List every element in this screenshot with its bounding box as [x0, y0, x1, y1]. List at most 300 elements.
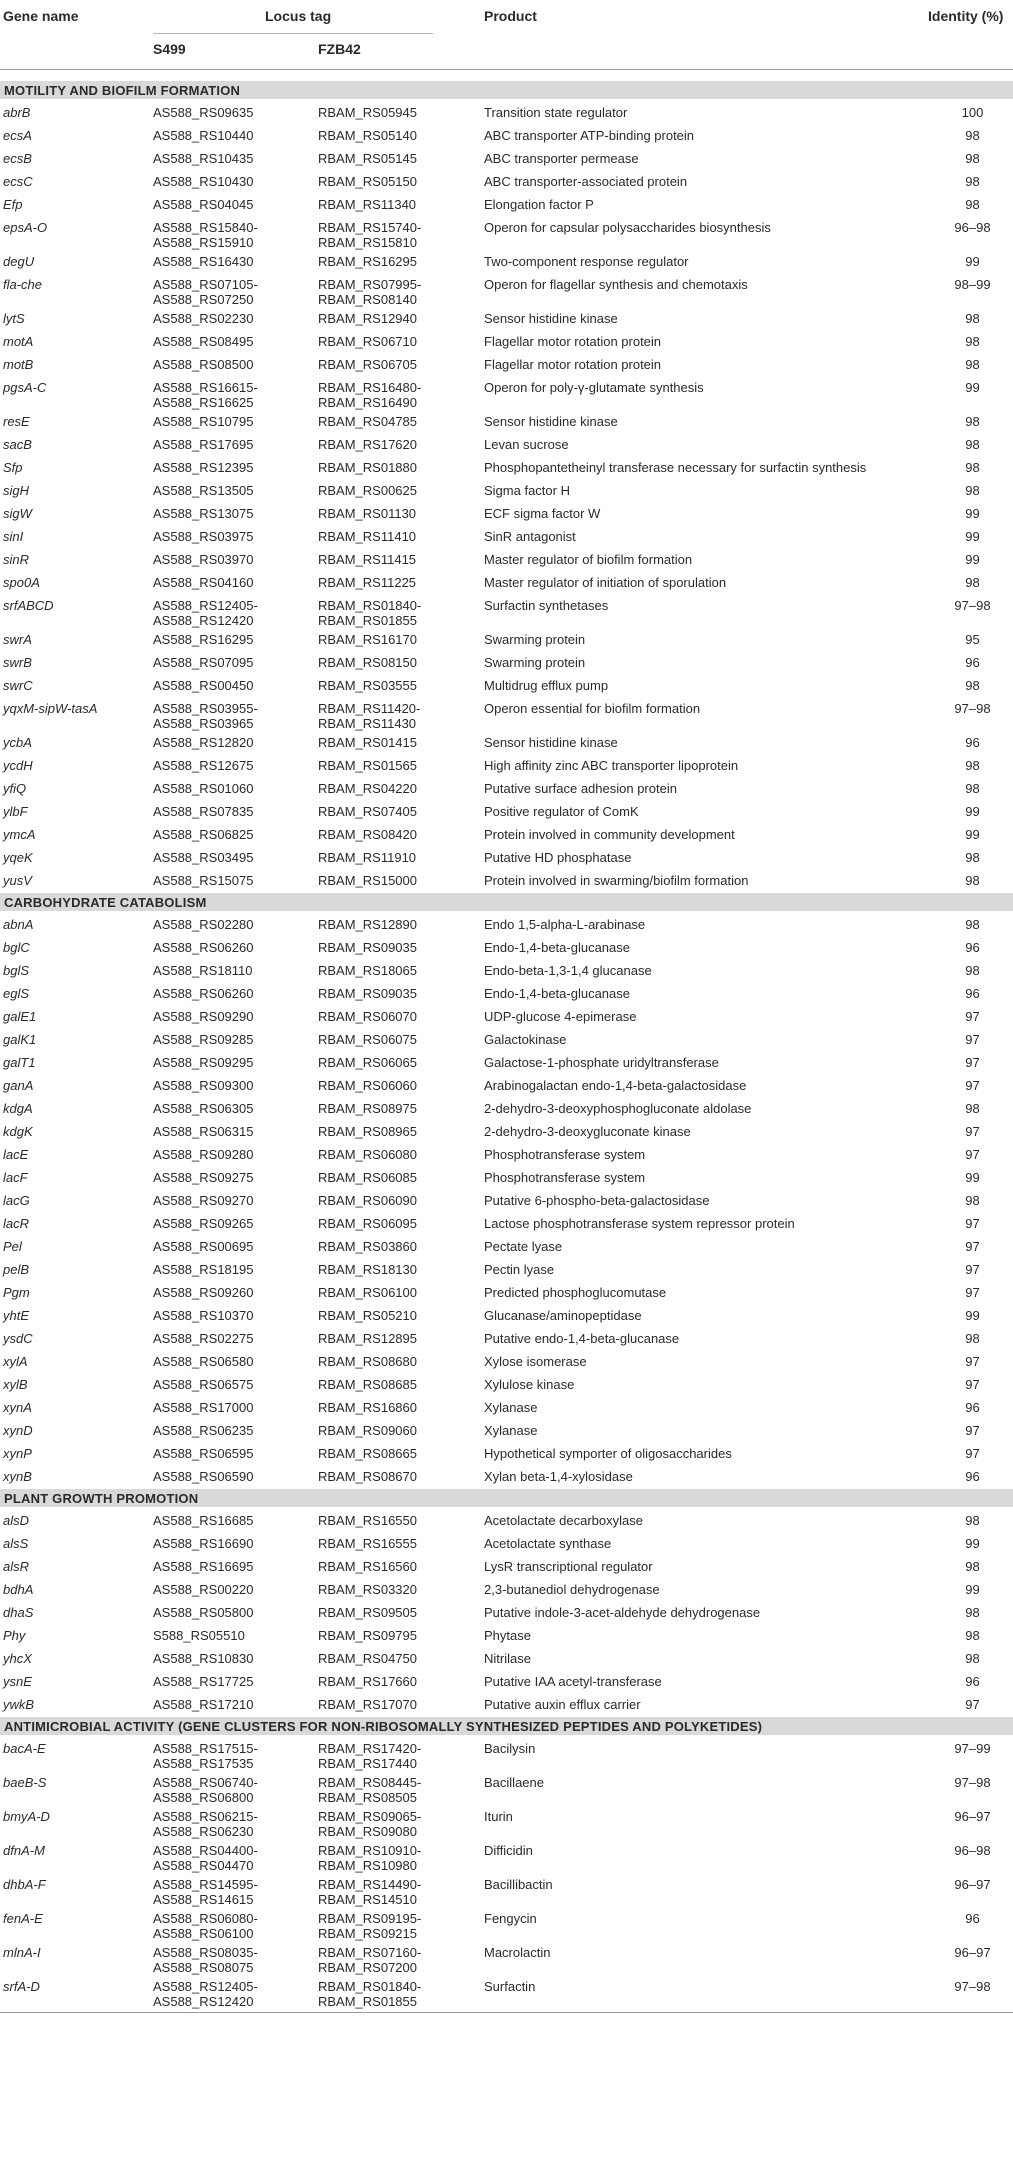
fzb42-locus-cell: RBAM_RS01840- RBAM_RS01855: [318, 1979, 422, 2009]
gene-name-cell: ecsA: [3, 128, 32, 143]
gene-name-cell: ecsB: [3, 151, 32, 166]
product-cell: Swarming protein: [484, 632, 586, 647]
identity-cell: 98: [965, 460, 980, 475]
s499-locus-cell: AS588_RS10440: [153, 128, 254, 143]
gene-name-cell: xynA: [3, 1400, 32, 1415]
gene-name-cell: ecsC: [3, 174, 33, 189]
identity-cell: 98: [965, 197, 980, 212]
s499-locus-cell: AS588_RS09275: [153, 1170, 254, 1185]
fzb42-locus-cell: RBAM_RS05210: [318, 1308, 417, 1323]
fzb42-locus-cell: RBAM_RS11415: [318, 552, 417, 567]
product-cell: Phytase: [484, 1628, 531, 1643]
product-cell: Sensor histidine kinase: [484, 735, 618, 750]
table-row: [0, 479, 1013, 502]
s499-locus-cell: AS588_RS09290: [153, 1009, 254, 1024]
product-cell: Operon for capsular polysaccharides biosynthesis: [484, 220, 771, 235]
table-row: [0, 913, 1013, 936]
gene-name-cell: eglS: [3, 986, 30, 1001]
table-row: [0, 846, 1013, 869]
product-cell: Surfactin: [484, 1979, 536, 1994]
product-cell: Master regulator of biofilm formation: [484, 552, 693, 567]
table-row: [0, 1555, 1013, 1578]
gene-name-cell: ysdC: [3, 1331, 33, 1346]
product-cell: Pectate lyase: [484, 1239, 563, 1254]
fzb42-locus-cell: RBAM_RS11420- RBAM_RS11430: [318, 701, 421, 731]
product-cell: Putative surface adhesion protein: [484, 781, 677, 796]
identity-cell: 96: [965, 1400, 980, 1415]
identity-cell: 99: [965, 804, 980, 819]
gene-name-cell: abrB: [3, 105, 31, 120]
s499-locus-cell: AS588_RS07105- AS588_RS07250: [153, 277, 258, 307]
fzb42-locus-cell: RBAM_RS15000: [318, 873, 417, 888]
table-row: [0, 1419, 1013, 1442]
identity-cell: 96: [965, 735, 980, 750]
s499-locus-cell: AS588_RS03495: [153, 850, 254, 865]
identity-cell: 97: [965, 1032, 980, 1047]
identity-cell: 98–99: [954, 277, 991, 292]
section-header: [0, 893, 1013, 911]
product-cell: Protein involved in community development: [484, 827, 735, 842]
identity-cell: 96–97: [954, 1945, 991, 1960]
table-row: [0, 124, 1013, 147]
fzb42-locus-cell: RBAM_RS09195- RBAM_RS09215: [318, 1911, 422, 1941]
identity-cell: 97: [965, 1239, 980, 1254]
gene-name-cell: lytS: [3, 311, 25, 326]
s499-locus-cell: AS588_RS02275: [153, 1331, 254, 1346]
product-cell: Hypothetical symporter of oligosaccharides: [484, 1446, 732, 1461]
table-row: [0, 330, 1013, 353]
table-row: [0, 1873, 1013, 1907]
s499-locus-cell: AS588_RS13505: [153, 483, 254, 498]
product-cell: Operon essential for biofilm formation: [484, 701, 701, 716]
product-cell: Iturin: [484, 1809, 513, 1824]
s499-locus-cell: AS588_RS16430: [153, 254, 254, 269]
s499-locus-cell: AS588_RS00450: [153, 678, 254, 693]
table-row: [0, 1693, 1013, 1716]
product-cell: Bacillibactin: [484, 1877, 553, 1892]
fzb42-locus-cell: RBAM_RS11910: [318, 850, 417, 865]
table-row: [0, 456, 1013, 479]
s499-locus-cell: AS588_RS10830: [153, 1651, 254, 1666]
table-row: [0, 1097, 1013, 1120]
table-row: [0, 869, 1013, 892]
product-cell: Putative IAA acetyl-transferase: [484, 1674, 662, 1689]
s499-locus-cell: AS588_RS17210: [153, 1697, 254, 1712]
product-cell: Phosphopantetheinyl transferase necessary for surfactin synthesis: [484, 460, 867, 475]
identity-cell: 96: [965, 655, 980, 670]
identity-cell: 96: [965, 986, 980, 1001]
s499-locus-cell: AS588_RS12675: [153, 758, 254, 773]
gene-name-cell: yhcX: [3, 1651, 32, 1666]
table-row: [0, 1143, 1013, 1166]
identity-cell: 97: [965, 1262, 980, 1277]
fzb42-locus-cell: RBAM_RS08420: [318, 827, 417, 842]
product-cell: LysR transcriptional regulator: [484, 1559, 653, 1574]
product-cell: ABC transporter permease: [484, 151, 639, 166]
identity-cell: 98: [965, 414, 980, 429]
fzb42-locus-cell: RBAM_RS01840- RBAM_RS01855: [318, 598, 422, 628]
table-row: [0, 1670, 1013, 1693]
s499-locus-cell: AS588_RS17515- AS588_RS17535: [153, 1741, 258, 1771]
gene-name-cell: abnA: [3, 917, 34, 932]
fzb42-locus-cell: RBAM_RS17620: [318, 437, 417, 452]
product-cell: Putative 6-phospho-beta-galactosidase: [484, 1193, 710, 1208]
gene-name-cell: resE: [3, 414, 30, 429]
gene-name-cell: xylA: [3, 1354, 28, 1369]
locus-tag-underline: [153, 33, 433, 34]
identity-cell: 98: [965, 334, 980, 349]
fzb42-locus-cell: RBAM_RS00625: [318, 483, 417, 498]
identity-cell: 96: [965, 940, 980, 955]
s499-locus-cell: AS588_RS04400- AS588_RS04470: [153, 1843, 258, 1873]
product-cell: Galactose-1-phosphate uridyltransferase: [484, 1055, 719, 1070]
fzb42-locus-cell: RBAM_RS11410: [318, 529, 417, 544]
fzb42-locus-cell: RBAM_RS16550: [318, 1513, 417, 1528]
identity-cell: 97: [965, 1354, 980, 1369]
gene-name-cell: dhaS: [3, 1605, 34, 1620]
fzb42-locus-cell: RBAM_RS08965: [318, 1124, 417, 1139]
product-cell: Xylanase: [484, 1423, 538, 1438]
table-row: [0, 525, 1013, 548]
identity-cell: 97–98: [954, 701, 991, 716]
table-row: [0, 1805, 1013, 1839]
product-cell: Surfactin synthetases: [484, 598, 609, 613]
identity-cell: 97: [965, 1285, 980, 1300]
table-row: [0, 1189, 1013, 1212]
gene-name-cell: bglS: [3, 963, 30, 978]
identity-cell: 98: [965, 483, 980, 498]
product-cell: Xylulose kinase: [484, 1377, 575, 1392]
gene-name-cell: yfiQ: [3, 781, 27, 796]
identity-cell: 98: [965, 963, 980, 978]
table-row: [0, 548, 1013, 571]
product-cell: UDP-glucose 4-epimerase: [484, 1009, 637, 1024]
s499-locus-cell: AS588_RS06740- AS588_RS06800: [153, 1775, 258, 1805]
identity-cell: 97–98: [954, 1979, 991, 1994]
gene-name-cell: swrC: [3, 678, 33, 693]
table-header: [0, 0, 1013, 70]
fzb42-locus-cell: RBAM_RS04750: [318, 1651, 417, 1666]
product-cell: SinR antagonist: [484, 529, 576, 544]
identity-cell: 98: [965, 128, 980, 143]
table-row: [0, 1028, 1013, 1051]
identity-cell: 97: [965, 1423, 980, 1438]
section-header: [0, 1717, 1013, 1735]
header-s499: S499: [153, 41, 186, 57]
fzb42-locus-cell: RBAM_RS06065: [318, 1055, 417, 1070]
gene-name-cell: bglC: [3, 940, 30, 955]
header-locus-tag: Locus tag: [265, 8, 332, 24]
s499-locus-cell: AS588_RS01060: [153, 781, 254, 796]
section-header: [0, 1489, 1013, 1507]
table-row: [0, 959, 1013, 982]
gene-name-cell: pelB: [3, 1262, 30, 1277]
product-cell: Transition state regulator: [484, 105, 628, 120]
s499-locus-cell: AS588_RS13075: [153, 506, 254, 521]
identity-cell: 97–98: [954, 1775, 991, 1790]
fzb42-locus-cell: RBAM_RS09060: [318, 1423, 417, 1438]
s499-locus-cell: AS588_RS09295: [153, 1055, 254, 1070]
s499-locus-cell: AS588_RS18195: [153, 1262, 254, 1277]
s499-locus-cell: AS588_RS17725: [153, 1674, 254, 1689]
s499-locus-cell: AS588_RS09300: [153, 1078, 254, 1093]
product-cell: Positive regulator of ComK: [484, 804, 639, 819]
fzb42-locus-cell: RBAM_RS06090: [318, 1193, 417, 1208]
gene-name-cell: xynB: [3, 1469, 32, 1484]
gene-name-cell: epsA-O: [3, 220, 48, 235]
product-cell: Endo-beta-1,3-1,4 glucanase: [484, 963, 652, 978]
identity-cell: 96: [965, 1469, 980, 1484]
gene-name-cell: xynD: [3, 1423, 33, 1438]
header-divider: [0, 69, 1013, 70]
identity-cell: 98: [965, 1605, 980, 1620]
fzb42-locus-cell: RBAM_RS17420- RBAM_RS17440: [318, 1741, 422, 1771]
table-row: [0, 1373, 1013, 1396]
table-row: [0, 1212, 1013, 1235]
s499-locus-cell: AS588_RS17000: [153, 1400, 254, 1415]
product-cell: Endo 1,5-alpha-L-arabinase: [484, 917, 646, 932]
gene-name-cell: mlnA-I: [3, 1945, 41, 1960]
gene-name-cell: fla-che: [3, 277, 43, 292]
identity-cell: 97: [965, 1446, 980, 1461]
product-cell: Macrolactin: [484, 1945, 551, 1960]
s499-locus-cell: S588_RS05510: [153, 1628, 245, 1643]
fzb42-locus-cell: RBAM_RS16860: [318, 1400, 417, 1415]
s499-locus-cell: AS588_RS00220: [153, 1582, 254, 1597]
section-title: CARBOHYDRATE CATABOLISM: [4, 895, 207, 910]
identity-cell: 99: [965, 1308, 980, 1323]
table-row: [0, 170, 1013, 193]
s499-locus-cell: AS588_RS16695: [153, 1559, 254, 1574]
s499-locus-cell: AS588_RS07835: [153, 804, 254, 819]
table-row: [0, 1647, 1013, 1670]
s499-locus-cell: AS588_RS04045: [153, 197, 254, 212]
identity-cell: 99: [965, 506, 980, 521]
table-row: [0, 1624, 1013, 1647]
product-cell: Acetolactate synthase: [484, 1536, 612, 1551]
gene-name-cell: sinI: [3, 529, 24, 544]
identity-cell: 99: [965, 1536, 980, 1551]
fzb42-locus-cell: RBAM_RS14490- RBAM_RS14510: [318, 1877, 422, 1907]
fzb42-locus-cell: RBAM_RS05150: [318, 174, 417, 189]
s499-locus-cell: AS588_RS07095: [153, 655, 254, 670]
fzb42-locus-cell: RBAM_RS08680: [318, 1354, 417, 1369]
fzb42-locus-cell: RBAM_RS06080: [318, 1147, 417, 1162]
gene-name-cell: alsD: [3, 1513, 30, 1528]
gene-name-cell: sigH: [3, 483, 30, 498]
s499-locus-cell: AS588_RS16615- AS588_RS16625: [153, 380, 258, 410]
s499-locus-cell: AS588_RS03970: [153, 552, 254, 567]
fzb42-locus-cell: RBAM_RS16170: [318, 632, 417, 647]
table-row: [0, 1258, 1013, 1281]
identity-cell: 95: [965, 632, 980, 647]
fzb42-locus-cell: RBAM_RS01565: [318, 758, 417, 773]
table-row: [0, 1465, 1013, 1488]
identity-cell: 99: [965, 827, 980, 842]
product-cell: Xylan beta-1,4-xylosidase: [484, 1469, 633, 1484]
product-cell: ABC transporter-associated protein: [484, 174, 688, 189]
identity-cell: 98: [965, 1628, 980, 1643]
fzb42-locus-cell: RBAM_RS04220: [318, 781, 417, 796]
table-row: [0, 1235, 1013, 1258]
s499-locus-cell: AS588_RS06575: [153, 1377, 254, 1392]
product-cell: 2-dehydro-3-deoxygluconate kinase: [484, 1124, 691, 1139]
identity-cell: 97: [965, 1216, 980, 1231]
fzb42-locus-cell: RBAM_RS03320: [318, 1582, 417, 1597]
s499-locus-cell: AS588_RS12395: [153, 460, 254, 475]
fzb42-locus-cell: RBAM_RS08670: [318, 1469, 417, 1484]
product-cell: Elongation factor P: [484, 197, 594, 212]
gene-name-cell: sinR: [3, 552, 30, 567]
fzb42-locus-cell: RBAM_RS07160- RBAM_RS07200: [318, 1945, 422, 1975]
table-row: [0, 1304, 1013, 1327]
table-row: [0, 353, 1013, 376]
product-cell: Putative HD phosphatase: [484, 850, 632, 865]
gene-name-cell: ywkB: [3, 1697, 35, 1712]
fzb42-locus-cell: RBAM_RS08685: [318, 1377, 417, 1392]
fzb42-locus-cell: RBAM_RS05945: [318, 105, 417, 120]
table-row: [0, 250, 1013, 273]
gene-name-cell: Pel: [3, 1239, 22, 1254]
gene-name-cell: bacA-E: [3, 1741, 46, 1756]
table-row: [0, 1532, 1013, 1555]
product-cell: Putative indole-3-acet-aldehyde dehydrogenase: [484, 1605, 761, 1620]
gene-name-cell: motA: [3, 334, 34, 349]
s499-locus-cell: AS588_RS02230: [153, 311, 254, 326]
table-row: [0, 1051, 1013, 1074]
product-cell: Levan sucrose: [484, 437, 569, 452]
s499-locus-cell: AS588_RS06080- AS588_RS06100: [153, 1911, 258, 1941]
gene-name-cell: sigW: [3, 506, 32, 521]
table-row: [0, 674, 1013, 697]
fzb42-locus-cell: RBAM_RS08150: [318, 655, 417, 670]
fzb42-locus-cell: RBAM_RS17070: [318, 1697, 417, 1712]
table-row: [0, 376, 1013, 410]
gene-name-cell: sacB: [3, 437, 32, 452]
identity-cell: 99: [965, 1170, 980, 1185]
table-row: [0, 1281, 1013, 1304]
identity-cell: 98: [965, 1513, 980, 1528]
product-cell: Arabinogalactan endo-1,4-beta-galactosidase: [484, 1078, 747, 1093]
s499-locus-cell: AS588_RS10795: [153, 414, 254, 429]
section-title: PLANT GROWTH PROMOTION: [4, 1491, 199, 1506]
product-cell: Putative auxin efflux carrier: [484, 1697, 641, 1712]
identity-cell: 98: [965, 850, 980, 865]
fzb42-locus-cell: RBAM_RS09505: [318, 1605, 417, 1620]
gene-name-cell: dfnA-M: [3, 1843, 45, 1858]
fzb42-locus-cell: RBAM_RS18130: [318, 1262, 417, 1277]
fzb42-locus-cell: RBAM_RS16295: [318, 254, 417, 269]
table-row: [0, 1601, 1013, 1624]
gene-name-cell: galT1: [3, 1055, 36, 1070]
identity-cell: 97: [965, 1147, 980, 1162]
fzb42-locus-cell: RBAM_RS09795: [318, 1628, 417, 1643]
product-cell: Predicted phosphoglucomutase: [484, 1285, 667, 1300]
fzb42-locus-cell: RBAM_RS18065: [318, 963, 417, 978]
gene-name-cell: ylbF: [3, 804, 28, 819]
table-row: [0, 594, 1013, 628]
gene-name-cell: ymcA: [3, 827, 36, 842]
gene-name-cell: degU: [3, 254, 35, 269]
gene-name-cell: motB: [3, 357, 34, 372]
header-identity: Identity (%): [928, 8, 1004, 24]
table-row: [0, 147, 1013, 170]
product-cell: Endo-1,4-beta-glucanase: [484, 986, 630, 1001]
fzb42-locus-cell: RBAM_RS06085: [318, 1170, 417, 1185]
header-fzb42: FZB42: [318, 41, 361, 57]
s499-locus-cell: AS588_RS03975: [153, 529, 254, 544]
identity-cell: 99: [965, 529, 980, 544]
s499-locus-cell: AS588_RS05800: [153, 1605, 254, 1620]
table-row: [0, 410, 1013, 433]
s499-locus-cell: AS588_RS06580: [153, 1354, 254, 1369]
table-row: [0, 571, 1013, 594]
identity-cell: 98: [965, 781, 980, 796]
section-header: [0, 81, 1013, 99]
product-cell: Sensor histidine kinase: [484, 414, 618, 429]
fzb42-locus-cell: RBAM_RS08665: [318, 1446, 417, 1461]
product-cell: Bacillaene: [484, 1775, 544, 1790]
gene-name-cell: kdgK: [3, 1124, 33, 1139]
s499-locus-cell: AS588_RS12405- AS588_RS12420: [153, 1979, 258, 2009]
fzb42-locus-cell: RBAM_RS11340: [318, 197, 417, 212]
table-row: [0, 1975, 1013, 2009]
s499-locus-cell: AS588_RS09285: [153, 1032, 254, 1047]
product-cell: Phosphotransferase system: [484, 1147, 646, 1162]
table-bottom-rule: [0, 2012, 1013, 2013]
s499-locus-cell: AS588_RS16690: [153, 1536, 254, 1551]
fzb42-locus-cell: RBAM_RS09065- RBAM_RS09080: [318, 1809, 422, 1839]
gene-name-cell: srfABCD: [3, 598, 54, 613]
s499-locus-cell: AS588_RS06315: [153, 1124, 254, 1139]
identity-cell: 96: [965, 1674, 980, 1689]
fzb42-locus-cell: RBAM_RS17660: [318, 1674, 417, 1689]
identity-cell: 98: [965, 357, 980, 372]
table-row: [0, 754, 1013, 777]
identity-cell: 99: [965, 552, 980, 567]
fzb42-locus-cell: RBAM_RS09035: [318, 986, 417, 1001]
gene-name-cell: baeB-S: [3, 1775, 47, 1790]
s499-locus-cell: AS588_RS06590: [153, 1469, 254, 1484]
fzb42-locus-cell: RBAM_RS01880: [318, 460, 417, 475]
table-row: [0, 1005, 1013, 1028]
header-product: Product: [484, 8, 537, 24]
product-cell: Flagellar motor rotation protein: [484, 334, 662, 349]
table-row: [0, 1350, 1013, 1373]
gene-name-cell: ycdH: [3, 758, 33, 773]
fzb42-locus-cell: RBAM_RS01130: [318, 506, 417, 521]
gene-name-cell: lacF: [3, 1170, 28, 1185]
product-cell: Galactokinase: [484, 1032, 567, 1047]
fzb42-locus-cell: RBAM_RS16560: [318, 1559, 417, 1574]
fzb42-locus-cell: RBAM_RS08445- RBAM_RS08505: [318, 1775, 422, 1805]
table-row: [0, 1771, 1013, 1805]
identity-cell: 98: [965, 1331, 980, 1346]
s499-locus-cell: AS588_RS18110: [153, 963, 253, 978]
product-cell: Operon for flagellar synthesis and chemotaxis: [484, 277, 748, 292]
gene-name-cell: bdhA: [3, 1582, 34, 1597]
s499-locus-cell: AS588_RS12820: [153, 735, 254, 750]
table-row: [0, 1396, 1013, 1419]
s499-locus-cell: AS588_RS04160: [153, 575, 254, 590]
product-cell: Acetolactate decarboxylase: [484, 1513, 643, 1528]
table-row: [0, 1442, 1013, 1465]
gene-name-cell: galK1: [3, 1032, 37, 1047]
gene-name-cell: Sfp: [3, 460, 23, 475]
fzb42-locus-cell: RBAM_RS06060: [318, 1078, 417, 1093]
s499-locus-cell: AS588_RS16685: [153, 1513, 254, 1528]
product-cell: Flagellar motor rotation protein: [484, 357, 662, 372]
